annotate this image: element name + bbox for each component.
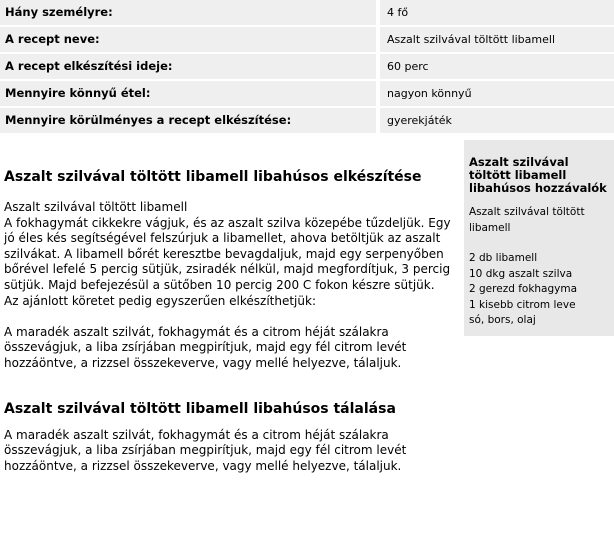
ingredient-item: 1 kisebb citrom leve: [469, 298, 576, 311]
prep-text: Aszalt szilvával töltött libamell A fokhagymát cikkekre vágjuk, és az aszalt szilva közepébe tűzdeljük. Egy jó éles kés segítségével felszúrjuk a libamellet, ahova betöltjük az aszalt szilvákat. A libamell bőrét keresztbe bevagdaljuk, majd egy serpenyőben bőrével lefelé 5 percig sütjük, zsiradék nélkül, majd megfordítjuk, 3 percig sütjük. Majd befejezésül a sütőben 10 percig 200 C fokon készre sütjük. Az ajánlott köretet pedig egyszerűen elkészíthetjük: A maradék aszalt szilvát, fokhagymát és a citrom héját szálakra összevágjuk, a liba zsírjában megpirítjuk, majd egy fél citrom levét hozzáöntve, a rizzsel összekeverve, vagy mellé helyezve, tálaljuk.: [4, 200, 451, 370]
info-value: nagyon könnyű: [380, 81, 614, 106]
ingredient-item: 10 dkg aszalt szilva: [469, 267, 573, 280]
info-row-lightness: [0, 81, 614, 108]
ingredient-item: só, bors, olaj: [469, 314, 536, 326]
info-row-difficulty: [0, 108, 614, 135]
info-label: A recept elkészítési ideje:: [0, 54, 376, 79]
info-label: Mennyire könnyű étel:: [0, 81, 376, 106]
info-value: gyerekjáték: [380, 108, 614, 133]
recipe-main-content: [4, 168, 456, 474]
recipe-info-table: [0, 0, 614, 135]
info-label: A recept neve:: [0, 27, 376, 52]
info-label: Hány személyre:: [0, 0, 376, 25]
info-row-servings: [0, 0, 614, 27]
ingredient-item: 2 gerezd fokhagyma: [469, 283, 578, 295]
ingredients-list: [469, 251, 610, 329]
info-value: 4 fő: [380, 0, 614, 25]
info-row-recipe-name: [0, 27, 614, 54]
info-value: Aszalt szilvával töltött libamell: [380, 27, 614, 52]
info-row-prep-time: [0, 54, 614, 81]
info-value: 60 perc: [380, 54, 614, 79]
ingredients-heading: Aszalt szilvával töltött libamell libahúsos hozzávalók: [469, 155, 607, 195]
info-label: Mennyire körülményes a recept elkészítése:: [0, 108, 376, 133]
ingredients-subtitle: Aszalt szilvával töltött libamell: [469, 206, 585, 234]
serving-text: A maradék aszalt szilvát, fokhagymát és a citrom héját szálakra összevágjuk, a liba zsírjában megpirítjuk, majd egy fél citrom levét hozzáöntve, a rizzsel összekeverve, vagy mellé helyezve, tálaljuk.: [4, 427, 407, 473]
serving-heading: Aszalt szilvával töltött libamell libahúsos tálalása: [4, 400, 396, 417]
ingredients-sidebar: [464, 140, 614, 336]
prep-heading: Aszalt szilvával töltött libamell libahúsos elkészítése: [4, 169, 422, 185]
ingredient-item: 2 db libamell: [469, 252, 538, 264]
